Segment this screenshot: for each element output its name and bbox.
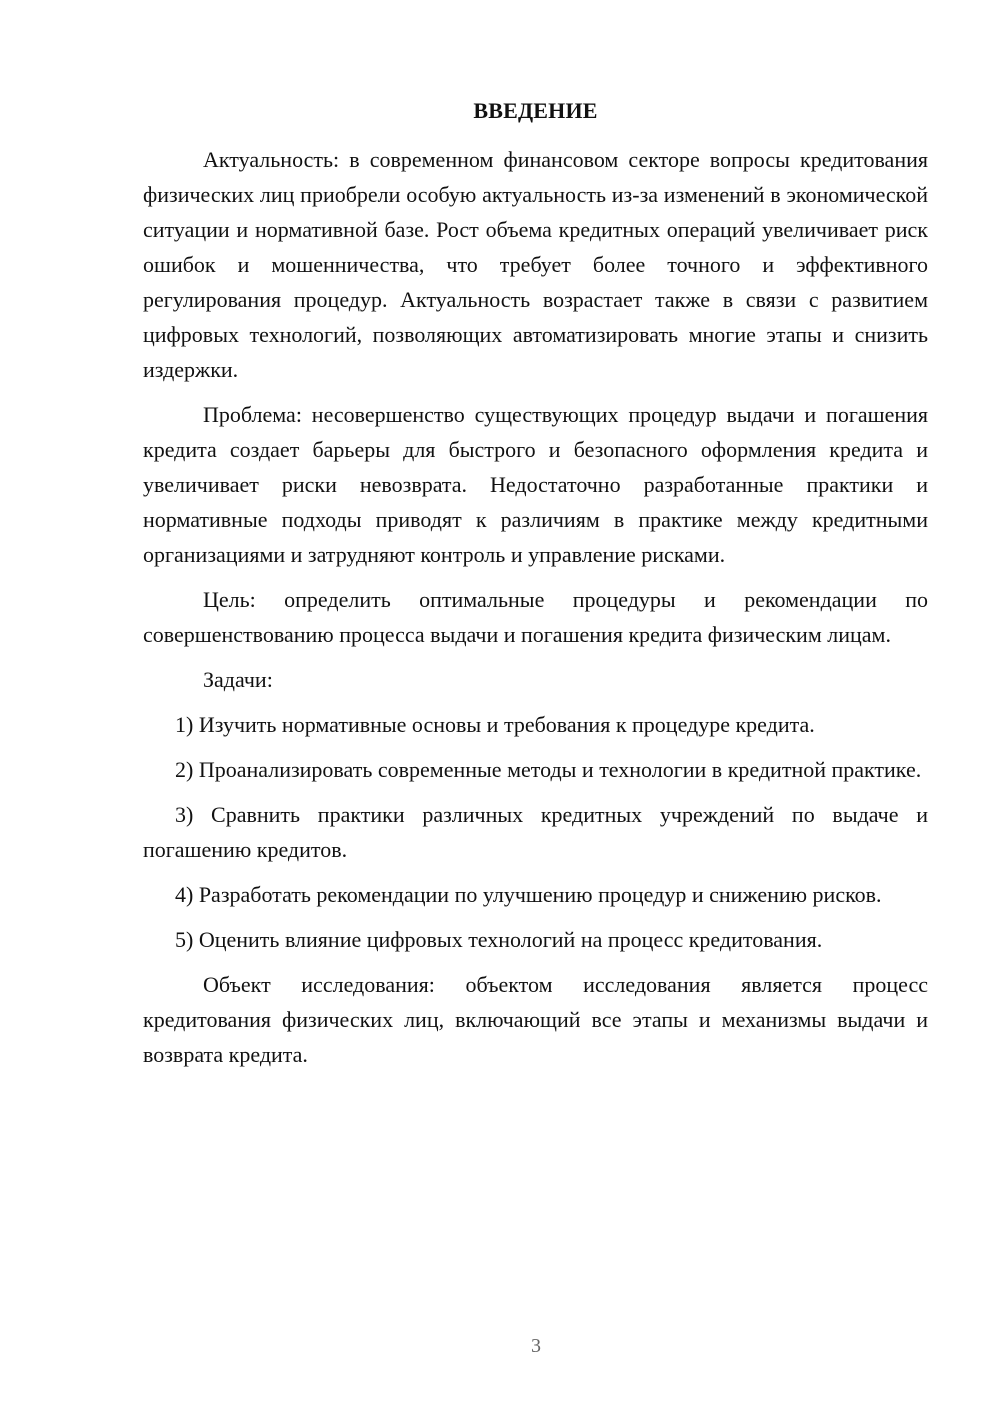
paragraph-relevance: Актуальность: в современном финансовом секторе вопросы кредитования физических лиц приобрели особую актуальность из-за изменений в экономической ситуации и нормативной базе. Рост объема кредитных операций увеличивает риск ошибок и мошенничества, что требует более точного и эффективного регулирования процедур. Актуальность возрастает также в связи с развитием цифровых технологий, позволяющих автоматизировать многие этапы и снизить издержки. — [143, 147, 928, 382]
task-item-1: 1) Изучить нормативные основы и требования к процедуре кредита. — [175, 712, 815, 737]
document-page — [143, 96, 928, 1346]
task-item-5: 5) Оценить влияние цифровых технологий на процесс кредитования. — [175, 927, 823, 952]
section-title: ВВЕДЕНИЕ — [473, 98, 598, 123]
paragraph-object: Объект исследования: объектом исследования является процесс кредитования физических лиц, включающий все этапы и механизмы выдачи и возврата кредита. — [143, 972, 928, 1067]
page-number: 3 — [531, 1335, 541, 1357]
paragraph-goal: Цель: определить оптимальные процедуры и рекомендации по совершенствованию процесса выдачи и погашения кредита физическим лицам. — [143, 587, 928, 647]
tasks-heading: Задачи: — [203, 667, 273, 692]
task-item-3: 3) Сравнить практики различных кредитных учреждений по выдаче и погашению кредитов. — [143, 802, 928, 862]
task-item-2: 2) Проанализировать современные методы и технологии в кредитной практике. — [175, 757, 922, 782]
task-item-4: 4) Разработать рекомендации по улучшению процедур и снижению рисков. — [175, 882, 882, 907]
paragraph-problem: Проблема: несовершенство существующих процедур выдачи и погашения кредита создает барьеры для быстрого и безопасного оформления кредита и увеличивает риски невозврата. Недостаточно разработанные практики и нормативные подходы приводят к различиям в практике между кредитными организациями и затрудняют контроль и управление рисками. — [143, 402, 928, 567]
